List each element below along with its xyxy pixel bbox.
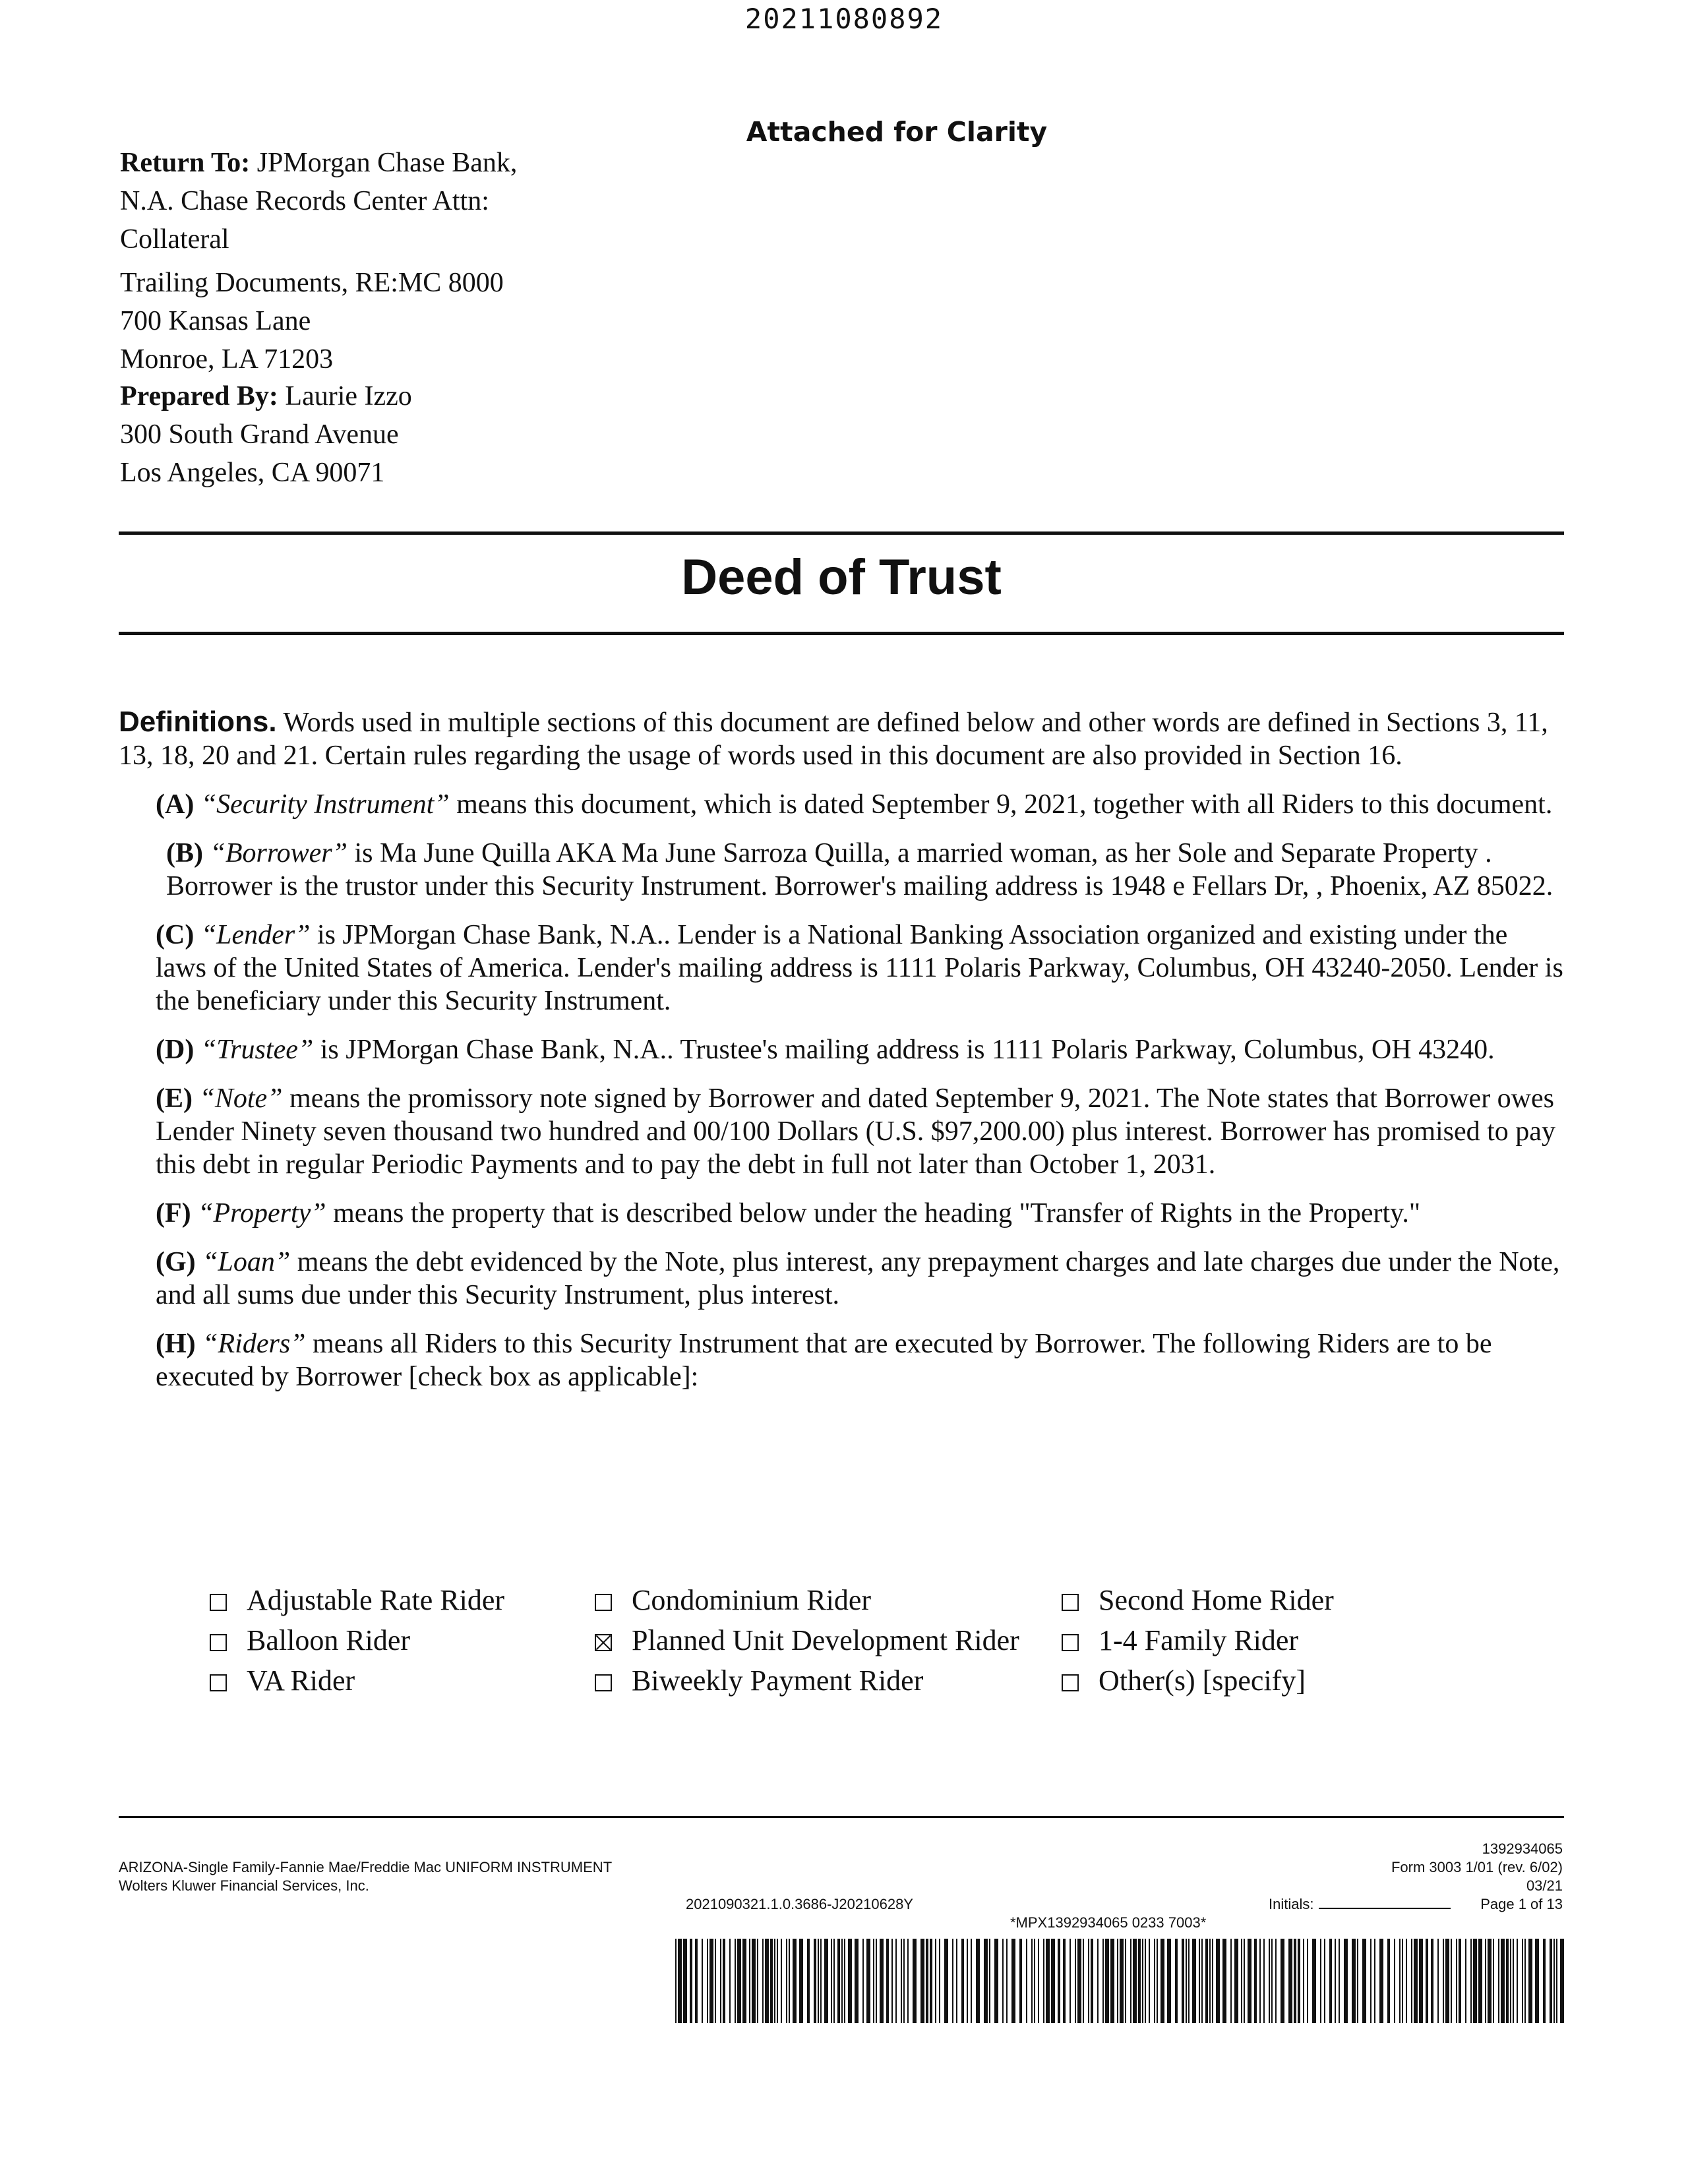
barcode-bar [1088,1939,1089,2023]
barcode-bar [1271,1939,1273,2023]
barcode-bar [1105,1939,1109,2023]
definition-item [119,1033,1564,1066]
barcode-bar [1473,1939,1477,2023]
preparer-name: Laurie Izzo [285,381,412,411]
barcode-bar [1553,1939,1555,2023]
barcode-bar [1493,1939,1494,2023]
barcode-bar [1046,1939,1050,2023]
barcode-bar [1445,1939,1449,2023]
definition-term: “Note” [199,1083,283,1114]
definitions-intro [119,706,1564,772]
barcode-bar [1550,1939,1552,2023]
barcode-bar [1110,1939,1114,2023]
barcode-bar [1303,1939,1304,2023]
barcode-bar [920,1939,924,2023]
definition-text: is JPMorgan Chase Bank, N.A.. Trustee's mailing address is 1111 Polaris Parkway, Columbus, OH 43240. [320,1035,1495,1065]
barcode-bar [939,1939,940,2023]
form-title: ARIZONA-Single Family-Fannie Mae/Freddie Mac UNIFORM INSTRUMENT [119,1859,613,1875]
rider-option [1062,1580,1334,1620]
barcode-bar [1043,1939,1044,2023]
barcode-bar [799,1939,803,2023]
definition-tag: (F) [156,1198,191,1228]
definition-item [119,919,1564,1017]
return-to-label: Return To: [120,148,251,178]
definition-item [119,1197,1564,1230]
barcode-bar [1459,1939,1461,2023]
barcode-bar [1205,1939,1208,2023]
barcode-bar [807,1939,810,2023]
barcode-text: *MPX1392934065 0233 7003* [1010,1914,1207,1931]
barcode-bar [1312,1939,1316,2023]
barcode-bar [1522,1939,1523,2023]
return-to-line: 700 Kansas Lane [120,306,311,336]
barcode-bar [1394,1939,1395,2023]
rider-checkbox[interactable] [210,1674,227,1691]
barcode-bar [901,1939,902,2023]
barcode-bar [831,1939,832,2023]
page-number: Page 1 of 13 [1480,1896,1563,1912]
barcode-bar [1437,1939,1439,2023]
title-rule-bottom [119,632,1564,635]
rider-label: Planned Unit Development Rider [632,1624,1019,1656]
barcode-bar [1188,1939,1190,2023]
footer-rule [119,1816,1564,1818]
barcode-bar [907,1939,909,2023]
barcode-bar [770,1939,773,2023]
definition-text: means all Riders to this Security Instrument that are executed by Borrower. The following Riders are to be executed by Borrower [check box as applicable]: [156,1329,1492,1392]
barcode-bar [1186,1939,1187,2023]
definition-item [119,1327,1564,1393]
barcode-bar [1133,1939,1137,2023]
barcode-bar [1230,1939,1232,2023]
definition-item [119,1246,1564,1312]
barcode-bar [1379,1939,1383,2023]
rider-checkbox[interactable] [210,1634,227,1651]
barcode-bar [1498,1939,1499,2023]
barcode-bar [895,1939,897,2023]
definition-term: “Borrower” [210,838,348,868]
barcode-bar [880,1939,884,2023]
definition-tag: (B) [166,838,203,868]
preparer-address-line: Los Angeles, CA 90071 [120,458,385,488]
definition-tag: (H) [156,1329,196,1359]
barcode-bar [1560,1939,1564,2023]
initials-field[interactable] [1269,1895,1451,1914]
barcode-bar [1248,1939,1251,2023]
definition-text: is Ma June Quilla AKA Ma June Sarroza Quilla, a married woman, as her Sole and Separate Property . Borrower is the trustor under this Security Instrument. Borrower's mailing address is 1948 e Fellars Dr, , Phoenix, AZ 85022. [166,838,1553,901]
barcode-bar [1182,1939,1184,2023]
rider-checkbox[interactable] [595,1634,612,1651]
barcode-bar [1411,1939,1412,2023]
barcode-bar [1160,1939,1164,2023]
barcode-bar [1063,1939,1066,2023]
definition-tag: (E) [156,1083,193,1114]
definitions-heading: Definitions. [119,706,277,738]
barcode-bar [1031,1939,1033,2023]
barcode-bar [1275,1939,1277,2023]
definition-term: “Trustee” [200,1035,314,1065]
definition-item [119,837,1564,903]
barcode-bar [1212,1939,1213,2023]
barcode-bar [1120,1939,1124,2023]
barcode-bar [844,1939,845,2023]
barcode-bar [956,1939,957,2023]
barcode-bar [683,1939,687,2023]
rider-label: Adjustable Rate Rider [247,1584,505,1616]
barcode-bar [818,1939,819,2023]
barcode-bar [729,1939,731,2023]
form-number: Form 3003 1/01 (rev. 6/02) [1391,1859,1563,1875]
barcode-bar [1357,1939,1358,2023]
rider-option [1062,1660,1306,1701]
barcode-bar [757,1939,758,2023]
barcode-bar [855,1939,859,2023]
barcode-bar [709,1939,713,2023]
barcode-bar [837,1939,840,2023]
barcode-bar [1524,1939,1526,2023]
preparer-address-line: 300 South Grand Avenue [120,419,399,450]
rider-checkbox[interactable] [595,1594,612,1611]
rider-option [210,1620,410,1660]
barcode-bar [1506,1939,1509,2023]
barcode-bar [1026,1939,1027,2023]
definition-term: “Lender” [200,920,311,950]
rider-checkbox[interactable] [1062,1634,1079,1651]
return-to-line: JPMorgan Chase Bank, [256,148,518,178]
barcode-bar [1470,1939,1472,2023]
rider-label: Other(s) [specify] [1099,1664,1306,1697]
barcode-bar [1478,1939,1482,2023]
barcode-bar [1485,1939,1486,2023]
barcode-bar [971,1939,972,2023]
barcode-bar [1456,1939,1457,2023]
barcode-bar [695,1939,698,2023]
barcode-bar [1419,1939,1423,2023]
rider-option [595,1620,1019,1660]
barcode-bar [1294,1939,1296,2023]
barcode-bar [1374,1939,1375,2023]
barcode-bar [1070,1939,1071,2023]
publisher: Wolters Kluwer Financial Services, Inc. [119,1877,369,1894]
rider-checkbox[interactable] [210,1594,227,1611]
barcode-bar [886,1939,889,2023]
barcode-bar [1451,1939,1452,2023]
barcode-bar [742,1939,746,2023]
barcode-bar [720,1939,721,2023]
rider-checkbox[interactable] [595,1674,612,1691]
barcode-bar [1019,1939,1022,2023]
definition-text: means the debt evidenced by the Note, plus interest, any prepayment charges and late charges due under the Note, and all sums due under this Security Instrument, plus interest. [156,1247,1560,1310]
barcode-bar [1414,1939,1418,2023]
barcode-bar [1370,1939,1372,2023]
barcode-bar [1142,1939,1143,2023]
barcode-bar [824,1939,828,2023]
barcode-bar [1097,1939,1099,2023]
barcode-bar [1125,1939,1126,2023]
rider-option [1062,1620,1298,1660]
barcode-bar [944,1939,948,2023]
document-title: Deed of Trust [681,549,1002,605]
barcode-bar [737,1939,741,2023]
definition-text: means the property that is described below under the heading "Transfer of Rights in the Property." [333,1198,1421,1228]
barcode-bar [1513,1939,1514,2023]
barcode-bar [1288,1939,1292,2023]
barcode-bar [1209,1939,1211,2023]
barcode-bar [926,1939,928,2023]
definition-term: “Security Instrument” [200,789,450,820]
definition-item [119,788,1564,821]
barcode-bar [1281,1939,1284,2023]
barcode-bar [1263,1939,1265,2023]
barcode-bar [1167,1939,1171,2023]
definition-item [119,1082,1564,1181]
definition-text: is JPMorgan Chase Bank, N.A.. Lender is a National Banking Association organized and existing under the laws of the United States of America. Lender's mailing address is 1111 Polaris Parkway, Columbus, OH 43240-2050. Lender is the beneficiary under this Security Instrument. [156,920,1563,1016]
barcode-bar [1241,1939,1242,2023]
barcode-bar [873,1939,874,2023]
attached-for-clarity-label: Attached for Clarity [746,116,1048,148]
definition-tag: (D) [156,1035,195,1065]
barcode-bar [1199,1939,1200,2023]
rider-checkbox[interactable] [1062,1674,1079,1691]
barcode-bar [1320,1939,1321,2023]
barcode-bar [786,1939,787,2023]
rider-label: Second Home Rider [1099,1584,1334,1616]
barcode-bar [1528,1939,1532,2023]
definition-text: means the promissory note signed by Borrower and dated September 9, 2021. The Note states that Borrower owes Lender Ninety seven thousand two hundred and 00/100 Dollars (U.S. $97,200.00) plus interest. Borrower has promised to pay this debt in regular Periodic Payments and to pay the debt in full not later than October 1, 2031. [156,1083,1555,1180]
barcode-bar [1406,1939,1407,2023]
barcode-bar [1011,1939,1015,2023]
barcode-bar [793,1939,797,2023]
initials-label: Initials: [1269,1896,1314,1912]
barcode-bar [1216,1939,1220,2023]
barcode-bar [1465,1939,1466,2023]
barcode-bar [762,1939,764,2023]
rider-label: Condominium Rider [632,1584,871,1616]
document-code: 2021090321.1.0.3686-J20210628Y [686,1896,913,1912]
barcode-bar [715,1939,716,2023]
barcode-bar [1083,1939,1084,2023]
barcode-bar [1130,1939,1131,2023]
return-to-line: Monroe, LA 71203 [120,344,334,375]
return-to-line: Collateral [120,224,229,255]
barcode-bar [1058,1939,1060,2023]
barcode-bar [1517,1939,1518,2023]
definition-text: means this document, which is dated September 9, 2021, together with all Riders to this document. [456,789,1553,820]
barcode-bar [984,1939,988,2023]
barcode-bar [1034,1939,1035,2023]
barcode-bar [866,1939,870,2023]
barcode-bar [1051,1939,1055,2023]
barcode-bar [789,1939,790,2023]
barcode-bar [935,1939,936,2023]
barcode-bar [1234,1939,1238,2023]
rider-label: Balloon Rider [247,1624,411,1656]
return-to-line: N.A. Chase Records Center Attn: [120,186,489,216]
barcode-bar [752,1939,756,2023]
barcode-bar [1399,1939,1401,2023]
barcode-bar [1091,1939,1093,2023]
barcode-bar [1145,1939,1146,2023]
barcode-bar [723,1939,725,2023]
barcode-bar [1298,1939,1300,2023]
barcode-bar [1352,1939,1356,2023]
definition-term: “Property” [198,1198,326,1228]
barcode-bar [1077,1939,1081,2023]
barcode-bar [1535,1939,1539,2023]
loan-number: 1392934065 [1482,1840,1563,1857]
barcode-bar [1510,1939,1511,2023]
prepared-by-label: Prepared By: [120,381,278,411]
definition-tag: (G) [156,1247,196,1277]
barcode-bar [781,1939,782,2023]
rider-option [210,1660,355,1701]
barcode-bar [1344,1939,1348,2023]
barcode-bar [1339,1939,1340,2023]
barcode-bar [1154,1939,1155,2023]
barcode-bar [814,1939,816,2023]
barcode-bar [891,1939,893,2023]
barcode-bar [1426,1939,1428,2023]
barcode-bar [1431,1939,1433,2023]
barcode-bar [1006,1939,1008,2023]
barcode-bar [994,1939,998,2023]
definition-tag: (A) [156,789,195,820]
barcode-bar [961,1939,964,2023]
rider-option [595,1660,923,1701]
barcode-bar [1269,1939,1270,2023]
definition-tag: (C) [156,920,195,950]
barcode-bar [1192,1939,1196,2023]
barcode-bar [989,1939,990,2023]
barcode-bar [774,1939,775,2023]
barcode-bar [1543,1939,1546,2023]
rider-label: Biweekly Payment Rider [632,1664,924,1697]
rider-label: VA Rider [247,1664,355,1697]
barcode-bar [1556,1939,1557,2023]
barcode-bar [1501,1939,1505,2023]
barcode-bar [952,1939,953,2023]
barcode-bar [678,1939,682,2023]
barcode-bar [1335,1939,1336,2023]
barcode-bar [930,1939,932,2023]
barcode-bar [1324,1939,1325,2023]
barcode-bar [820,1939,822,2023]
barcode-bar [1488,1939,1492,2023]
barcode-bar [848,1939,852,2023]
barcode-bar [1244,1939,1245,2023]
barcode-bar [1402,1939,1403,2023]
rider-option [595,1580,871,1620]
barcode-bar [841,1939,843,2023]
barcode-bar [1002,1939,1004,2023]
barcode-bar [1157,1939,1158,2023]
definition-term: “Riders” [202,1329,306,1359]
barcode-bar [1329,1939,1332,2023]
barcode-bar [1149,1939,1150,2023]
barcode-bar [913,1939,917,2023]
barcode-bar [765,1939,769,2023]
barcode-bar [903,1939,905,2023]
barcode-bar [707,1939,708,2023]
rider-checkbox[interactable] [1062,1594,1079,1611]
title-rule-top [119,531,1564,535]
rider-label: 1-4 Family Rider [1099,1624,1299,1656]
prepared-by-block [120,377,595,492]
return-to-line: Trailing Documents, RE:MC 8000 [120,268,504,298]
barcode-bar [735,1939,736,2023]
definitions-section [119,706,1564,1393]
barcode-bar [967,1939,968,2023]
barcode-bar [675,1939,677,2023]
definition-term: “Loan” [202,1247,291,1277]
barcode-bar [1362,1939,1366,2023]
definitions-intro-text: Words used in multiple sections of this document are defined below and other words are defined in Sections 3, 11, 13, 18, 20 and 21. Certain rules regarding the usage of words used in this document are also provided in Section 16. [119,708,1548,771]
barcode-bar [876,1939,877,2023]
rider-option [210,1580,504,1620]
recording-number: 20211080892 [744,3,944,35]
barcode-bar [1387,1939,1390,2023]
barcode-bar [976,1939,980,2023]
barcode-bar [1075,1939,1076,2023]
initials-line [1319,1908,1451,1909]
revision-date: 03/21 [1526,1877,1563,1894]
return-to-block [120,144,595,379]
barcode [675,1939,1565,2023]
barcode-bar [1307,1939,1308,2023]
barcode-bar [1201,1939,1203,2023]
barcode-bar [1138,1939,1141,2023]
barcode-bar [702,1939,703,2023]
barcode-bar [777,1939,778,2023]
barcode-bar [690,1939,692,2023]
barcode-bar [1117,1939,1118,2023]
barcode-bar [1222,1939,1226,2023]
barcode-bar [833,1939,835,2023]
barcode-bar [862,1939,864,2023]
barcode-bar [1259,1939,1261,2023]
barcode-bar [1038,1939,1039,2023]
barcode-bar [1102,1939,1104,2023]
barcode-bar [749,1939,750,2023]
barcode-bar [1443,1939,1444,2023]
barcode-bar [1175,1939,1178,2023]
barcode-bar [1254,1939,1257,2023]
